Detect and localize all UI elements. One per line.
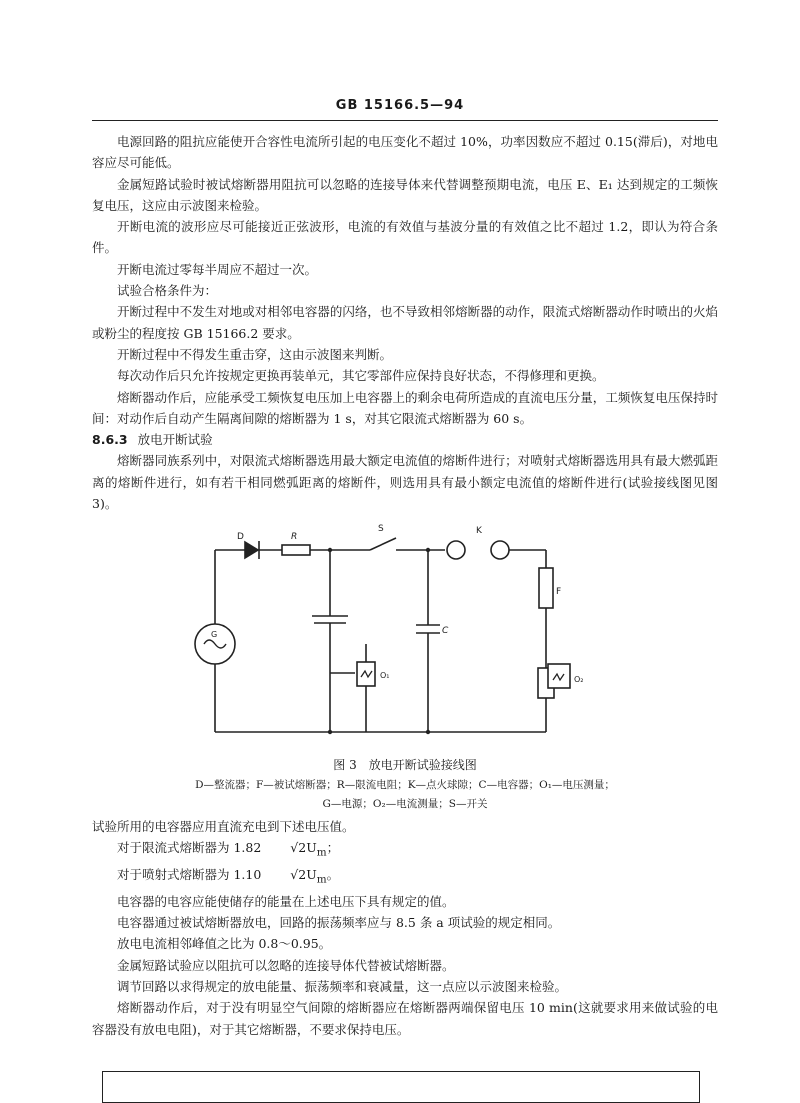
meter-icon xyxy=(361,671,372,677)
paragraph: 试验所用的电容器应用直流充电到下述电压值。 xyxy=(92,819,355,834)
paragraph: 调节回路以求得规定的放电能量、振荡频率和衰减量，这一点应以示波图来检验。 xyxy=(117,979,568,995)
figure-legend-line1: D—整流器；F—被试熔断器；R—限流电阻；K—点火球隙；C—电容器；O₁—电压测量； xyxy=(195,779,615,791)
formula-line xyxy=(92,837,718,864)
formula-subscript: m xyxy=(316,846,327,859)
section-title: 放电开断试验 xyxy=(137,432,213,448)
sqrt-icon: √ xyxy=(290,867,299,883)
formula-subscript: m xyxy=(316,873,327,886)
switch-blade xyxy=(370,538,396,550)
fuse-symbol xyxy=(539,568,553,608)
paragraph: 电容器通过被试熔断器放电，回路的振荡频率应与 8.5 条 a 项试验的规定相同。 xyxy=(117,915,561,931)
label-K: K xyxy=(476,526,482,536)
label-D: D xyxy=(237,532,244,542)
figure-legend-line2: G—电源；O₂—电流测量；S—开关 xyxy=(322,798,488,810)
diode-symbol xyxy=(245,542,258,558)
paragraph: 熔断器动作后，应能承受工频恢复电压加上电容器上的剩余电荷所造成的直流电压分量，工频恢复电压保持时间：对动作后自动产生隔离间隙的熔断器为 1 s，对其它限流式熔断器为 60 s。 xyxy=(92,389,718,426)
section-number: 8.6.3 xyxy=(92,432,128,448)
sine-icon xyxy=(204,640,226,648)
formula-body: 2U xyxy=(298,840,317,856)
paragraph: 开断过程中不发生对地或对相邻电容器的闪络，也不导致相邻熔断器的动作，限流式熔断器动作时喷出的火焰或粉尘的程度按 GB 15166.2 要求。 xyxy=(92,304,718,341)
label-O2: O₂ xyxy=(574,675,584,684)
paragraph: 熔断器动作后，对于没有明显空气间隙的熔断器应在熔断器两端保留电压 10 min(这就要求用来做试验的电容器没有放电电阻)，对于其它熔断器，不要求保持电压。 xyxy=(92,1000,718,1037)
footer-box xyxy=(102,1071,700,1103)
paragraph: 金属短路试验时被试熔断器用阻抗可以忽略的连接导体来代替调整预期电流，电压 E、E₁ 达到规定的工频恢复电压，这应由示波图来检验。 xyxy=(92,176,718,213)
sphere-gap-left xyxy=(447,541,465,559)
figure-title: 图 3 放电开断试验接线图 xyxy=(333,758,477,772)
formula-end: ； xyxy=(326,840,340,856)
paragraph: 开断过程中不得发生重击穿，这由示波图来判断。 xyxy=(117,346,393,362)
paragraph: 熔断器同族系列中，对限流式熔断器选用最大额定电流值的熔断件进行；对喷射式熔断器选用具有最大燃弧距离的熔断件进行，如有若干相同燃弧距离的熔断件，则选用具有最小额定电流值的熔断件进行(试验接线图见图 3)。 xyxy=(92,453,718,512)
current-measure-box xyxy=(548,664,570,688)
label-O1: O₁ xyxy=(380,671,390,680)
paragraph: 开断电流的波形应尽可能接近正弦波形，电流的有效值与基波分量的有效值之比不超过 1.2，即认为符合条件。 xyxy=(92,219,718,256)
label-G: G xyxy=(211,630,218,639)
paragraph: 电源回路的阻抗应能使开合容性电流所引起的电压变化不超过 10%，功率因数应不超过 0.15(滞后)，对地电容应尽可能低。 xyxy=(92,134,718,171)
resistor-symbol xyxy=(282,545,310,555)
paragraph: 开断电流过零每半周应不超过一次。 xyxy=(117,261,318,277)
standard-number-header: GB 15166.5—94 xyxy=(335,98,465,113)
paragraph: 放电电流相邻峰值之比为 0.8～0.95。 xyxy=(117,936,332,952)
sqrt-icon: √ xyxy=(290,840,299,856)
paragraph: 电容器的电容应能使储存的能量在上述电压下具有规定的值。 xyxy=(117,893,455,909)
label-R: R xyxy=(291,532,298,542)
circuit-diagram xyxy=(190,520,620,745)
formula-prefix: 对于限流式熔断器为 1.82 xyxy=(117,840,266,856)
formula-prefix: 对于喷射式熔断器为 1.10 xyxy=(117,867,266,883)
body-text-top xyxy=(92,131,718,514)
formula-line xyxy=(92,864,718,891)
body-text-bottom xyxy=(92,816,718,1040)
label-S: S xyxy=(378,524,384,534)
formula-end: 。 xyxy=(326,867,340,883)
header-rule xyxy=(92,120,718,121)
sphere-gap-right xyxy=(491,541,509,559)
label-C: C xyxy=(442,626,449,636)
paragraph: 试验合格条件为： xyxy=(117,283,218,299)
section-heading xyxy=(92,429,718,450)
formula-body: 2U xyxy=(298,867,317,883)
paragraph: 金属短路试验应以阻抗可以忽略的连接导体代替被试熔断器。 xyxy=(117,957,455,973)
paragraph: 每次动作后只允许按规定更换再装单元，其它零部件应保持良好状态，不得修理和更换。 xyxy=(117,368,605,384)
label-F: F xyxy=(556,587,562,597)
